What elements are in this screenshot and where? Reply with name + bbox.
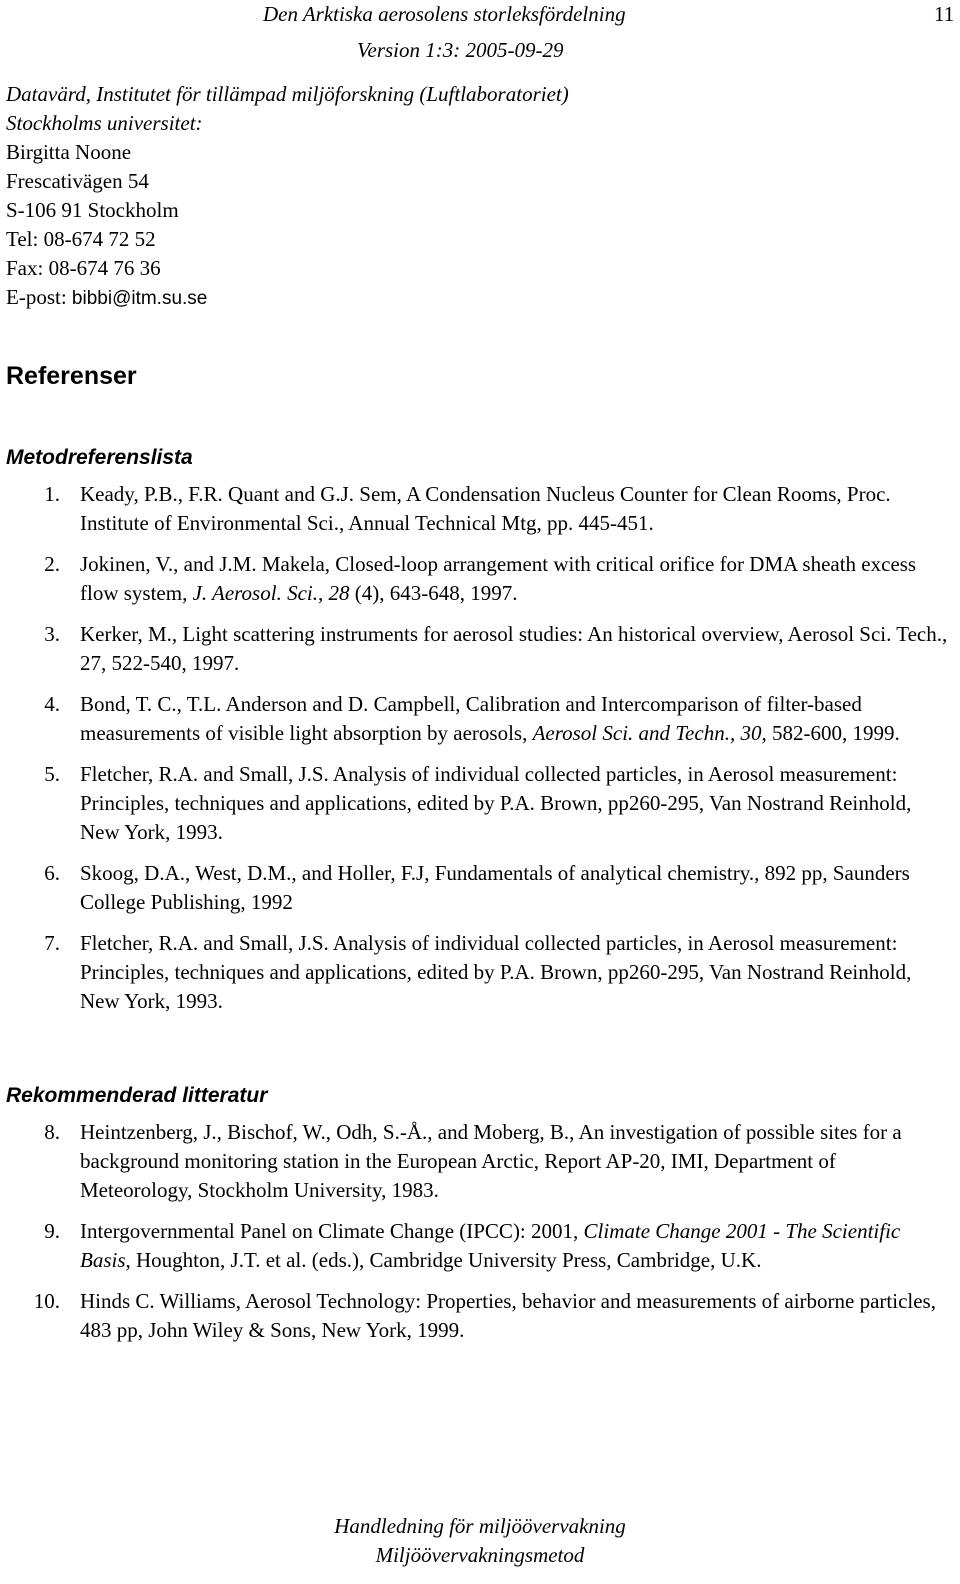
reference-item	[0, 859, 950, 917]
reference-text	[80, 692, 900, 745]
reference-text-part: , Houghton, J.T. et al. (eds.), Cambridge University Press, Cambridge, U.K.	[125, 1248, 762, 1272]
reference-text: Skoog, D.A., West, D.M., and Holler, F.J, Fundamentals of analytical chemistry., 892 pp, Saunders College Publishing, 1992	[80, 861, 910, 914]
footer-line-2: Miljöövervakningsmetod	[375, 1543, 585, 1567]
contact-email-line	[6, 283, 569, 313]
reference-text-part: (4), 643-648, 1997.	[349, 581, 518, 605]
version-line: Version 1:3: 2005-09-29	[357, 38, 564, 62]
contact-street: Frescativägen 54	[6, 169, 149, 193]
reference-number: 2.	[44, 552, 60, 576]
contact-block	[6, 80, 569, 313]
reference-text: Heintzenberg, J., Bischof, W., Odh, S.-Å., and Moberg, B., An investigation of possible sites for a background monitoring station in the European Arctic, Report AP-20, IMI, Department of Meteorology, Stockholm University, 1983.	[80, 1120, 902, 1202]
reference-text-part: Jokinen, V., and J.M. Makela, Closed-loop arrangement with critical orifice for DMA sheath excess flow system,	[80, 552, 917, 605]
reference-number: 3.	[44, 622, 60, 646]
contact-university: Stockholms universitet:	[6, 111, 203, 135]
reference-text: Fletcher, R.A. and Small, J.S. Analysis of individual collected particles, in Aerosol measurement: Principles, techniques and applications, edited by P.A. Brown, pp260-295, Van Nostrand Reinhold, New York, 1993.	[80, 762, 912, 844]
reference-number: 8.	[44, 1120, 60, 1144]
recommended-reference-list	[0, 1118, 950, 1357]
reference-text-part: Bond, T. C., T.L. Anderson and D. Campbell, Calibration and Intercomparison of filter-based measurements of visible light absorption by aerosols,	[80, 692, 862, 745]
contact-fax: Fax: 08-674 76 36	[6, 256, 161, 280]
footer-line-1: Handledning för miljöövervakning	[334, 1514, 626, 1538]
reference-item	[0, 620, 950, 678]
reference-number: 7.	[44, 931, 60, 955]
reference-number: 5.	[44, 762, 60, 786]
reference-item	[0, 1118, 950, 1205]
method-reference-list	[0, 480, 950, 1028]
contact-city: S-106 91 Stockholm	[6, 198, 179, 222]
reference-text	[80, 1219, 900, 1272]
reference-text: Keady, P.B., F.R. Quant and G.J. Sem, A Condensation Nucleus Counter for Clean Rooms, Proc. Institute of Environmental Sci., Annual Technical Mtg, pp. 445-451.	[80, 482, 891, 535]
email-link[interactable]: bibbi@itm.su.se	[71, 288, 208, 309]
reference-number: 1.	[44, 482, 60, 506]
contact-person: Birgitta Noone	[6, 140, 132, 164]
reference-text: Fletcher, R.A. and Small, J.S. Analysis of individual collected particles, in Aerosol measurement: Principles, techniques and applications, edited by P.A. Brown, pp260-295, Van Nostrand Reinhold, New York, 1993.	[80, 931, 912, 1013]
running-header-title: Den Arktiska aerosolens storleksfördelning	[263, 2, 626, 26]
reference-item	[0, 760, 950, 847]
reference-text	[80, 552, 916, 605]
contact-host: Datavärd, Institutet för tillämpad miljöforskning (Luftlaboratoriet)	[6, 82, 569, 106]
reference-number: 4.	[44, 692, 60, 716]
contact-tel: Tel: 08-674 72 52	[6, 227, 156, 251]
reference-item	[0, 1287, 950, 1345]
method-references-heading: Metodreferenslista	[6, 446, 193, 469]
reference-text: Hinds C. Williams, Aerosol Technology: Properties, behavior and measurements of airborne particles, 483 pp, John Wiley & Sons, New York, 1999.	[80, 1289, 936, 1342]
recommended-literature-heading: Rekommenderad litteratur	[6, 1084, 268, 1107]
reference-item	[0, 929, 950, 1016]
book-title: Climate Change 2001 - The Scientific Basis	[80, 1219, 901, 1272]
reference-number: 6.	[44, 861, 60, 885]
journal-name: J. Aerosol. Sci.	[192, 581, 318, 605]
page-number: 11	[934, 2, 955, 26]
reference-text: Kerker, M., Light scattering instruments for aerosol studies: An historical overview, Aerosol Sci. Tech., 27, 522-540, 1997.	[80, 622, 948, 675]
reference-number: 9.	[44, 1219, 60, 1243]
reference-text-part: Intergovernmental Panel on Climate Change (IPCC): 2001,	[80, 1219, 584, 1243]
reference-item	[0, 1217, 950, 1275]
reference-text-part: , 582-600, 1999.	[761, 721, 900, 745]
reference-text-part: ,	[317, 581, 329, 605]
volume-number: 28	[328, 581, 350, 605]
reference-number: 10.	[33, 1289, 60, 1313]
references-heading: Referenser	[6, 362, 137, 390]
reference-item	[0, 690, 950, 748]
journal-name: Aerosol Sci. and Techn., 30	[532, 721, 762, 745]
page-footer	[0, 1512, 960, 1570]
reference-item	[0, 550, 950, 608]
reference-item	[0, 480, 950, 538]
email-label: E-post:	[6, 285, 72, 309]
